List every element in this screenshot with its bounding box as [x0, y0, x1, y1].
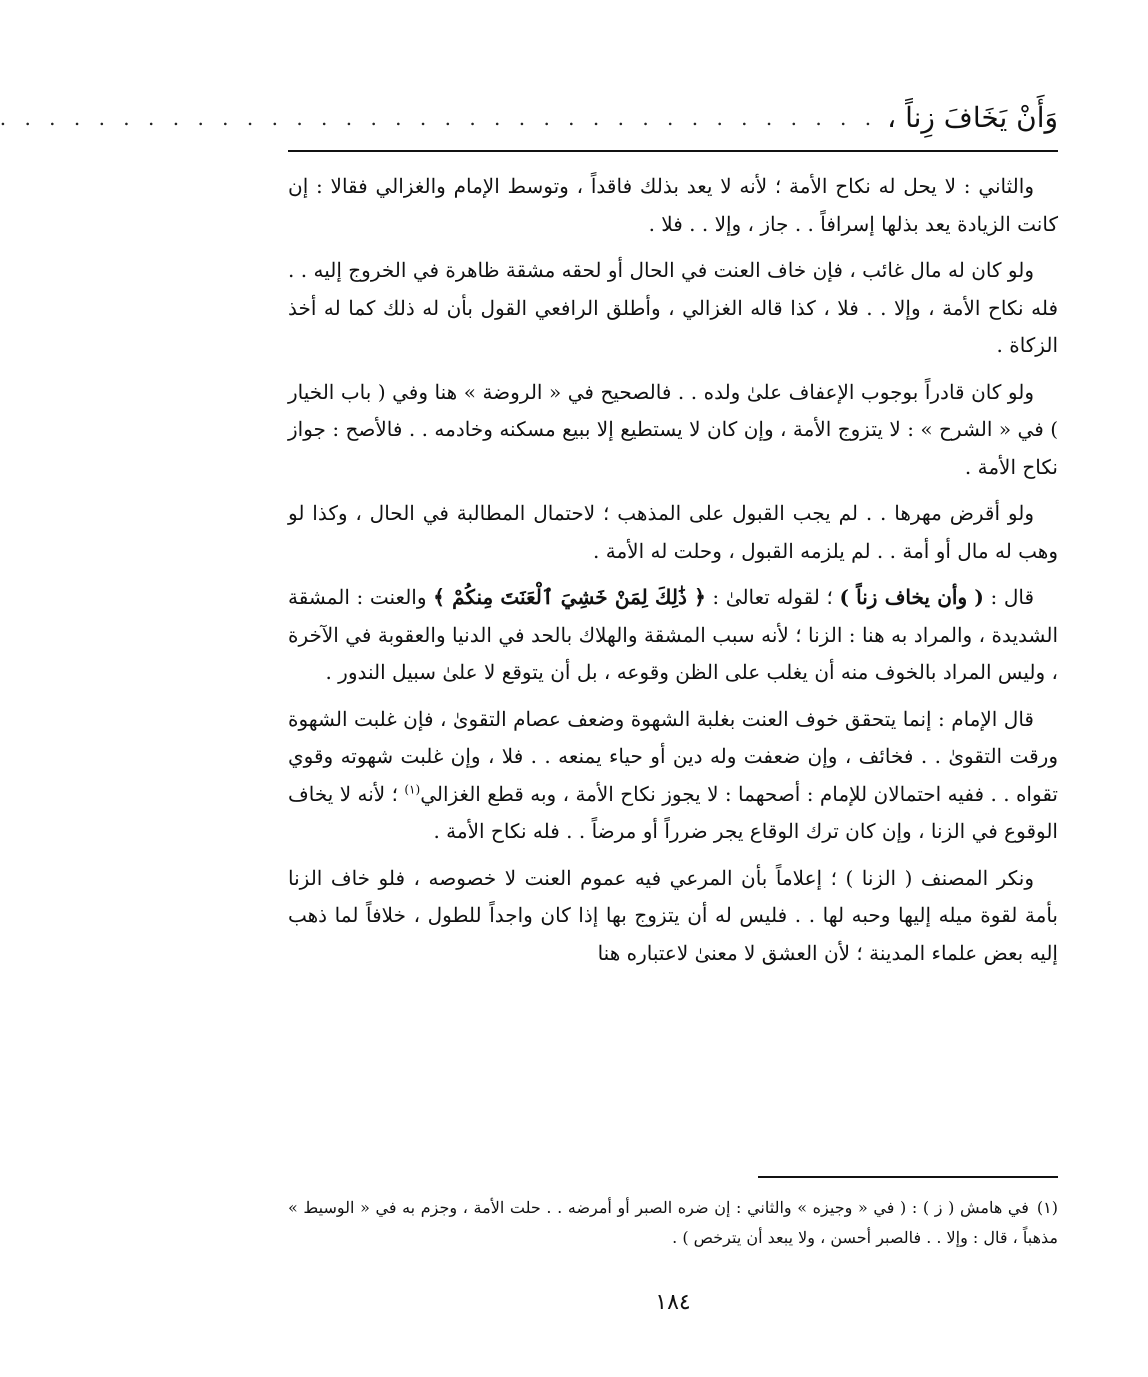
imam-paragraph: [288, 701, 1058, 851]
leader-dots: . . . . . . . . . . . . . . . . . . . . . . . . . . . . . . . . . . . .: [0, 106, 878, 130]
main-text: [288, 168, 1058, 981]
footnote-number: (١): [1036, 1198, 1058, 1217]
quote-lead: قال :: [990, 585, 1034, 609]
running-head: [0, 84, 1058, 134]
quote-paragraph: [288, 579, 1058, 692]
paragraph: والثاني : لا يحل له نكاح الأمة ؛ لأنه لا يعد بذلك فاقداً ، وتوسط الإمام والغزالي فقالا : إن كانت الزيادة يعد بذلها إسرافاً . . جاز ، وإلا . . فلا .: [288, 174, 1058, 236]
quote-middle: ؛ لقوله تعالىٰ :: [712, 585, 833, 609]
quran-verse: ﴿ ذَٰلِكَ لِمَنْ خَشِيَ ٱلْعَنَتَ مِنكُمْ ﴾: [433, 585, 706, 609]
matn-quote: ( وأن يخاف زناً ): [839, 585, 984, 609]
imam-text: قال الإمام : إنما يتحقق خوف العنت بغلبة الشهوة وضعف عصام التقوىٰ ، فإن غلبت الشهوة ورقت التقوىٰ . . فخائف ، وإن ضعفت وله دين أو حياء يمنعه . . فلا ، وإن غلبت شهوته وقوي تقواه . . ففيه احتمالان للإمام : أصحهما : لا يجوز نكاح الأمة ، وبه قطع الغزالي: [288, 706, 1058, 806]
footnote-text: في هامش ( ز ) : ( في « وجيزه » والثاني : إن ضره الصبر أو أمرضه . . حلت الأمة ، وجزم به في « الوسيط » مذهباً ، قال : وإلا . . فالصبر أحسن ، ولا يبعد أن يترخص ) .: [288, 1198, 1058, 1247]
footnote-rule: [758, 1176, 1058, 1178]
imam-text-continued: ؛ لأنه لا يخاف الوقوع في الزنا ، وإن كان ترك الوقاع يجر ضرراً أو مرضاً . . فله نكاح الأمة .: [288, 781, 1058, 843]
paragraph: ولو أقرض مهرها . . لم يجب القبول على المذهب ؛ لاحتمال المطالبة في الحال ، وكذا لو وهب له مال أو أمة . . لم يلزمه القبول ، وحلت له الأمة .: [288, 501, 1058, 563]
book-page: [0, 78, 1058, 1358]
paragraph: ولو كان قادراً بوجوب الإعفاف علىٰ ولده . . فالصحيح في « الروضة » هنا وفي ( باب الخيار ) في « الشرح » : لا يتزوج الأمة ، وإن كان لا يستطيع إلا ببيع مسكنه وخادمه . . فالأصح : جواز نكاح الأمة .: [288, 379, 1058, 479]
page-number: ١٨٤: [655, 1290, 691, 1315]
footnote-reference: (١): [404, 781, 421, 796]
paragraph: ولو كان له مال غائب ، فإن خاف العنت في الحال أو لحقه مشقة ظاهرة في الخروج إليه . . فله نكاح الأمة ، وإلا . . فلا ، كذا قاله الغزالي ، وأطلق الرافعي القول بأن له ذلك كما له أخذ الزكاة .: [288, 258, 1058, 357]
paragraph: ونكر المصنف ( الزنا ) ؛ إعلاماً بأن المرعي فيه عموم العنت لا خصوصه ، فلو خاف الزنا بأمة لقوة ميله إليها وحبه لها . . فليس له أن يتزوج بها إذا كان واجداً للطول ، خلافاً لما ذهب إليه بعض علماء المدينة ؛ لأن العشق لا معنىٰ لاعتباره هنا: [288, 865, 1058, 965]
header-rule: [288, 150, 1058, 152]
quote-rest: والعنت : المشقة الشديدة ، والمراد به هنا : الزنا ؛ لأنه سبب المشقة والهلاك بالحد في الدنيا والعقوبة في الآخرة ، وليس المراد بالخوف منه أن يغلب على الظن وقوعه ، بل أن يتوقع لا علىٰ سبيل الندور .: [288, 585, 1058, 684]
running-title: وَأَنْ يَخَافَ زِناً ،: [887, 101, 1058, 134]
footnote: [288, 1193, 1058, 1253]
